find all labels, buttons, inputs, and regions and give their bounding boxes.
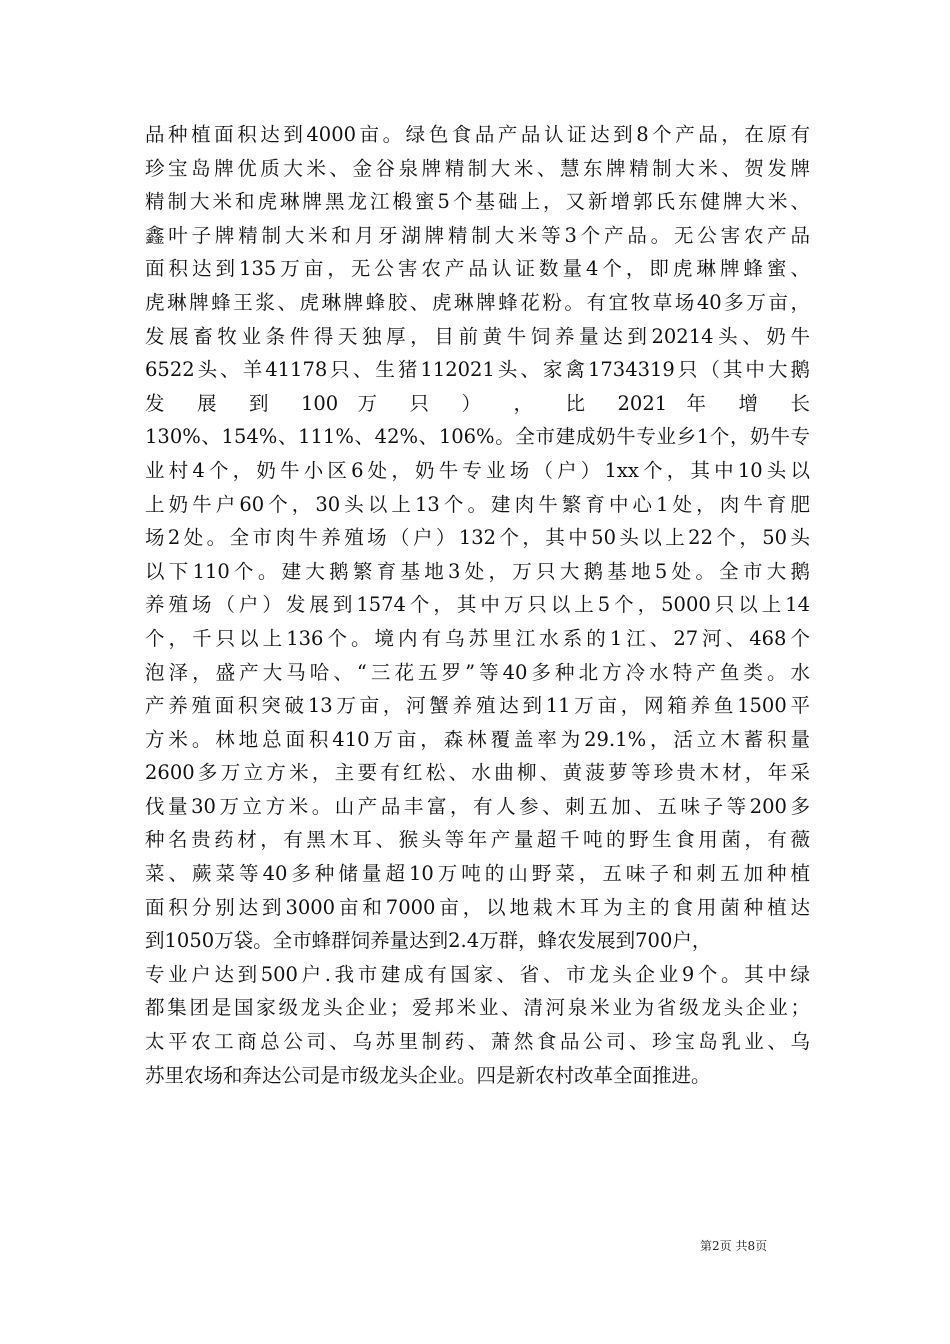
text-line: 以下110个。建大鹅繁育基地3处，万只大鹅基地5处。全市大鹅	[145, 559, 810, 583]
body-text	[145, 118, 810, 1092]
text-line: 苏里农场和奔达公司是市级龙头企业。四是新农村改革全面推进。	[145, 1063, 711, 1087]
text-line: 面积分别达到3000亩和7000亩，以地栽木耳为主的食用菌种植达	[145, 895, 810, 919]
text-line: 到1050万袋。全市蜂群饲养量达到2.4万群，蜂农发展到700户，	[145, 929, 712, 953]
text-line: 个，千只以上136个。境内有乌苏里江水系的1江、27河、468个	[145, 626, 810, 650]
text-line: 上奶牛户60个，30头以上13个。建肉牛繁育中心1处，肉牛育肥	[145, 492, 810, 516]
text-line: 种名贵药材，有黑木耳、猴头等年产量超千吨的野生食用菌，有薇	[145, 828, 810, 852]
text-line: 太平农工商总公司、乌苏里制药、萧然食品公司、珍宝岛乳业、乌	[145, 1030, 810, 1054]
text-line: 业村4个，奶牛小区6处，奶牛专业场（户）1xx个，其中10头以	[145, 458, 810, 482]
text-line: 品种植面积达到4000亩。绿色食品产品认证达到8个产品，在原有	[145, 123, 810, 146]
text-line: 130%、154%、111%、42%、106%。全市建成奶牛专业乡1个，奶牛专	[145, 425, 810, 449]
text-line: 泡泽，盛产大马哈、“三花五罗”等40多种北方冷水特产鱼类。水	[145, 660, 810, 684]
text-line: 虎琳牌蜂王浆、虎琳牌蜂胶、虎琳牌蜂花粉。有宜牧草场40多万亩，	[145, 290, 810, 314]
text-line: 发 展 到 100 万 只 ） ， 比 2021 年 增 长	[145, 391, 810, 415]
text-line: 伐量30万立方米。山产品丰富，有人参、刺五加、五味子等200多	[145, 794, 810, 818]
text-line: 发展畜牧业条件得天独厚，目前黄牛饲养量达到20214头、奶牛	[145, 324, 810, 348]
text-line: 精制大米和虎琳牌黑龙江椴蜜5个基础上，又新增郭氏东健牌大米、	[145, 190, 810, 214]
text-line: 方米。林地总面积410万亩，森林覆盖率为29.1%，活立木蓄积量	[145, 727, 810, 751]
text-line: 面积达到135万亩，无公害农产品认证数量4个，即虎琳牌蜂蜜、	[145, 257, 810, 281]
text-line: 都集团是国家级龙头企业；爱邦米业、清河泉米业为省级龙头企业；	[145, 996, 810, 1020]
text-line: 菜、蕨菜等40多种储量超10万吨的山野菜，五味子和刺五加种植	[145, 862, 810, 886]
page-number-footer: 第2页 共8页	[700, 1239, 768, 1253]
text-line: 鑫叶子牌精制大米和月牙湖牌精制大米等3个产品。无公害农产品	[145, 223, 810, 247]
text-line: 产养殖面积突破13万亩，河蟹养殖达到11万亩，网箱养鱼1500平	[145, 694, 810, 718]
text-line: 2600多万立方米，主要有红松、水曲柳、黄菠萝等珍贵木材，年采	[145, 761, 810, 785]
text-line: 专业户达到500户.我市建成有国家、省、市龙头企业9个。其中绿	[145, 962, 810, 986]
text-line: 珍宝岛牌优质大米、金谷泉牌精制大米、慧东牌精制大米、贺发牌	[145, 156, 810, 180]
text-line: 场2处。全市肉牛养殖场（户）132个，其中50头以上22个，50头	[145, 526, 810, 550]
text-line: 养殖场（户）发展到1574个，其中万只以上5个，5000只以上14	[145, 593, 810, 617]
text-line: 6522头、羊41178只、生猪112021头、家禽1734319只（其中大鹅	[145, 358, 810, 382]
